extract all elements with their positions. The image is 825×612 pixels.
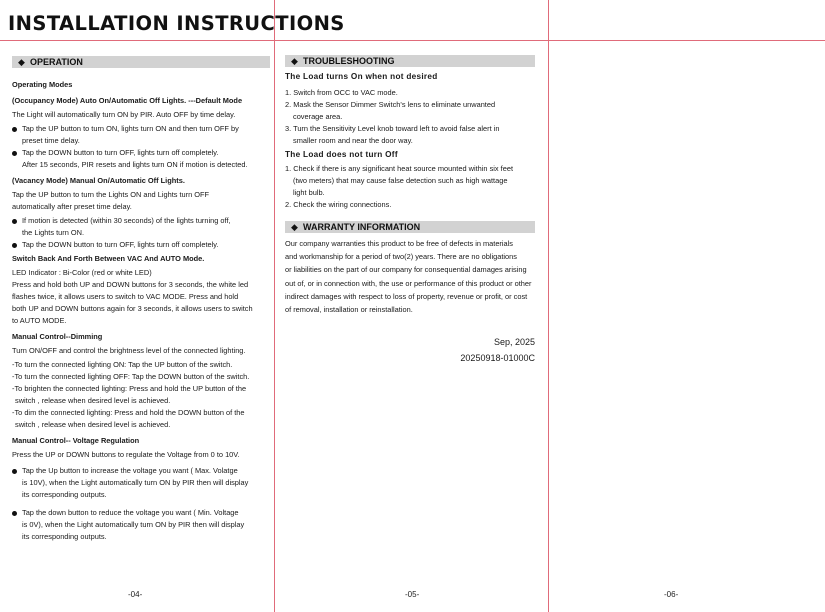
text-line: Tap the UP button to turn the Lights ON and Lights turn OFF	[12, 190, 210, 199]
vacancy-heading: (Vacancy Mode) Manual On/Automatic Off Lights.	[12, 176, 185, 185]
diamond-icon: ◆	[291, 56, 298, 66]
text-line: 2. Check the wiring connections.	[285, 200, 392, 209]
list-item	[12, 147, 270, 171]
bullet-icon	[12, 469, 17, 474]
text-line: 2. Mask the Sensor Dimmer Switch's lens to eliminate unwanted	[285, 100, 496, 109]
text-line: Tap the Up button to increase the voltage you want ( Max. Volatge	[22, 466, 238, 475]
text-line: 1. Check if there is any significant heat source mounted within six feet	[285, 164, 513, 173]
bullet-icon	[12, 151, 17, 156]
text-line: light bulb.	[293, 188, 325, 197]
text-line: of removal, installation or reinstallation.	[285, 305, 413, 315]
list-item	[12, 465, 270, 501]
text-line: 1. Switch from OCC to VAC mode.	[285, 88, 398, 97]
text-line: is 0V), when the Light automatically turn ON by PIR then will display	[22, 520, 245, 529]
section-title: OPERATION	[30, 57, 83, 67]
text-line: 3. Turn the Sensitivity Level knob toward left to avoid false alert in	[285, 124, 500, 133]
text-line: -To turn the connected lighting ON: Tap the UP button of the switch.	[12, 360, 233, 369]
bullet-icon	[12, 127, 17, 132]
section-title: WARRANTY INFORMATION	[303, 222, 421, 232]
list-item	[12, 123, 270, 147]
text-line: and workmanship for a period of two(2) years. There are no obligations	[285, 252, 517, 262]
text-line: flashes twice, it allows users to switch to VAC MODE. Press and hold	[12, 292, 239, 301]
operation-column	[12, 56, 270, 543]
occupancy-heading: (Occupancy Mode) Auto On/Automatic Off Lights. ---Default Mode	[12, 96, 243, 105]
list-item	[12, 215, 270, 239]
dimming-heading: Manual Control--Dimming	[12, 332, 103, 341]
text-line: -To dim the connected lighting: Press and hold the DOWN button of the	[12, 408, 245, 417]
voltage-heading: Manual Control-- Voltage Regulation	[12, 436, 140, 445]
text-line: If motion is detected (within 30 seconds) of the lights turning off,	[22, 216, 231, 225]
text-line: switch , release when desired level is achieved.	[15, 420, 171, 429]
load-off-heading: The Load does not turn Off	[285, 150, 398, 159]
operating-modes-heading: Operating Modes	[12, 80, 73, 89]
diamond-icon: ◆	[18, 57, 25, 67]
text-line: Tap the down button to reduce the voltage you want ( Min. Voltage	[22, 508, 239, 517]
document-date: Sep, 2025	[493, 337, 535, 348]
page-divider	[548, 0, 549, 612]
text-line: Tap the UP button to turn ON, lights turn ON and then turn OFF by	[22, 124, 239, 133]
text-line: the Lights turn ON.	[22, 228, 85, 237]
page-number-05: -05-	[405, 590, 420, 599]
text-line: its corresponding outputs.	[22, 532, 107, 541]
text-line: -To turn the connected lighting OFF: Tap the DOWN button of the switch.	[12, 372, 250, 381]
text-line: Tap the DOWN button to turn OFF, lights turn off completely.	[22, 148, 219, 157]
section-title: TROUBLESHOOTING	[303, 56, 395, 66]
troubleshooting-section-header	[285, 55, 535, 67]
document-date-block	[285, 334, 535, 366]
text-line: its corresponding outputs.	[22, 490, 107, 499]
page-number-06: -06-	[664, 590, 679, 599]
operation-section-header	[12, 56, 270, 68]
text-line: (two meters) that may cause false detection such as high wattage	[293, 176, 508, 185]
text-line: smaller room and near the door way.	[293, 136, 413, 145]
document-code: 20250918-01000C	[460, 353, 535, 364]
text-line: to AUTO MODE.	[12, 316, 67, 325]
text-line: is 10V), when the Light automatically turn ON by PIR then will display	[22, 478, 249, 487]
bullet-icon	[12, 243, 17, 248]
text-line: preset time delay.	[22, 136, 80, 145]
text-line: Turn ON/OFF and control the brightness level of the connected lighting.	[12, 346, 246, 355]
bullet-icon	[12, 219, 17, 224]
text-line: out of, or in connection with, the use or performance of this product or other	[285, 278, 532, 288]
text-line: Press and hold both UP and DOWN buttons for 3 seconds, the white led	[12, 280, 249, 289]
text-line: switch , release when desired level is achieved.	[15, 396, 171, 405]
text-line: Press the UP or DOWN buttons to regulate the Voltage from 0 to 10V.	[12, 450, 240, 459]
page-number-04: -04-	[128, 590, 143, 599]
text-line: coverage area.	[293, 112, 343, 121]
occupancy-desc: The Light will automatically turn ON by PIR. Auto OFF by time delay.	[12, 110, 236, 119]
list-item	[12, 239, 270, 251]
text-line: Tap the DOWN button to turn OFF, lights turn off completely.	[22, 240, 219, 249]
title-rule	[0, 40, 825, 41]
text-line: or liabilities on the part of our company for consequential damages arising	[285, 265, 527, 275]
load-on-heading: The Load turns On when not desired	[285, 72, 438, 81]
warranty-section-header	[285, 221, 535, 233]
page-title: INSTALLATION INSTRUCTIONS	[8, 12, 345, 35]
troubleshooting-column	[285, 55, 535, 366]
switch-mode-heading: Switch Back And Forth Between VAC And AUTO Mode.	[12, 254, 205, 263]
text-line: indirect damages with respect to loss of property, revenue or profit, or cost	[285, 291, 528, 301]
bullet-icon	[12, 511, 17, 516]
text-line: After 15 seconds, PIR resets and lights turn ON if motion is detected.	[22, 160, 248, 169]
page-divider	[274, 0, 275, 612]
text-line: automatically after preset time delay.	[12, 202, 132, 211]
text-line: -To brighten the connected lighting: Press and hold the UP button of the	[12, 384, 247, 393]
text-line: both UP and DOWN buttons again for 3 seconds, it allows users to switch	[12, 304, 253, 313]
list-item	[12, 507, 270, 543]
led-indicator: LED Indicator : Bi-Color (red or white LED)	[12, 268, 152, 277]
warranty-body	[285, 237, 535, 316]
text-line: Our company warranties this product to be free of defects in materials	[285, 239, 513, 248]
diamond-icon: ◆	[291, 222, 298, 232]
